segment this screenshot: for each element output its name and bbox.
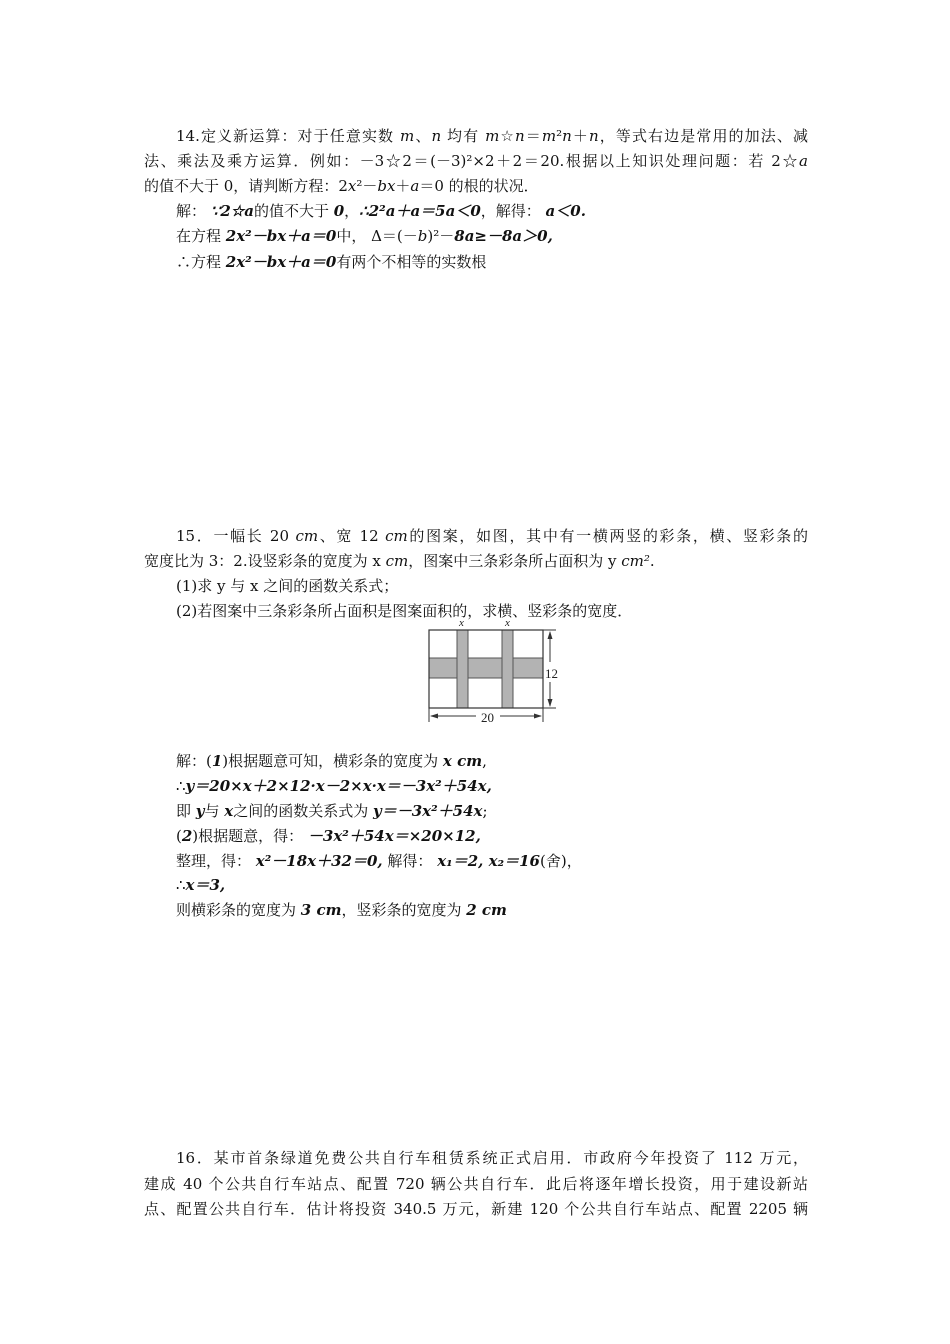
solution-line bbox=[176, 774, 492, 799]
text-run: (2)若图案中三条彩条所占面积是图案面积的，求横、竖彩条的宽度． bbox=[176, 602, 633, 620]
text-run: 14.定义新运算：对于任意实数 bbox=[176, 127, 401, 145]
question-text-line bbox=[144, 1172, 808, 1197]
text-run: x bbox=[224, 802, 234, 820]
text-run: x²－18x＋32＝0, bbox=[255, 852, 383, 870]
text-run: 0 bbox=[333, 202, 345, 220]
text-run: ，竖彩条的宽度为 bbox=[341, 901, 467, 919]
text-run: 、 bbox=[414, 127, 432, 145]
text-run: )根据题意可知，横彩条的宽度为 bbox=[222, 752, 443, 770]
text-run: 2x²－bx＋a＝0 bbox=[225, 253, 337, 271]
text-run: 法、乘法及乘方运算．例如：－3☆2＝(－3)²×2＋2＝20.根据以上知识处理问题：若 2☆ bbox=[144, 152, 800, 170]
text-run: 则横彩条的宽度为 bbox=[176, 901, 301, 919]
text-run: ²－ bbox=[356, 177, 378, 195]
text-run: 均有 bbox=[441, 127, 486, 145]
stripe-width-label: x bbox=[505, 617, 510, 629]
stripe-pattern-figure bbox=[420, 612, 570, 730]
text-run: a bbox=[410, 177, 420, 195]
text-run: ＋ bbox=[571, 127, 589, 145]
text-run: －3x²＋54x＝×20×12, bbox=[307, 827, 481, 845]
text-run: ，图案中三条彩条所占面积为 y bbox=[408, 552, 622, 570]
question-text-line bbox=[144, 1197, 808, 1222]
vertical-stripe-1 bbox=[457, 630, 468, 708]
text-run: ＋ bbox=[395, 177, 411, 195]
text-run: m bbox=[541, 127, 557, 145]
question-text-line bbox=[144, 174, 539, 199]
text-run: x₁＝2, x₂＝16 bbox=[437, 852, 540, 870]
arrowhead-icon bbox=[534, 714, 542, 719]
text-run: ∴2²a＋a＝5a＜0 bbox=[359, 202, 481, 220]
width-label: 20 bbox=[481, 710, 494, 725]
text-run: x cm bbox=[442, 752, 483, 770]
text-run: ＝ bbox=[524, 127, 542, 145]
text-run: 在方程 bbox=[176, 227, 226, 245]
horizontal-stripe bbox=[429, 658, 543, 678]
text-run: 2x²－bx＋a＝0 bbox=[225, 227, 337, 245]
vertical-stripe-2 bbox=[502, 630, 513, 708]
solution-line bbox=[176, 250, 486, 275]
text-run: n bbox=[431, 127, 442, 145]
text-run: bx bbox=[377, 177, 396, 195]
question-text-line bbox=[176, 124, 808, 149]
question-text-line bbox=[144, 149, 808, 174]
text-run: b bbox=[417, 227, 428, 245]
text-run: a＜0. bbox=[545, 202, 586, 220]
sub-question-1 bbox=[176, 574, 398, 599]
height-label: 12 bbox=[545, 666, 558, 681]
text-run: n bbox=[588, 127, 599, 145]
text-run: 2 cm bbox=[466, 901, 507, 919]
text-run: 之间的函数关系式为 bbox=[233, 802, 374, 820]
text-run: y bbox=[195, 802, 205, 820]
text-run: cm bbox=[295, 527, 319, 545]
arrowhead-icon bbox=[548, 631, 553, 639]
text-run: (1)求 y 与 x 之间的函数关系式； bbox=[176, 577, 399, 595]
text-run: 建成 40 个公共自行车站点、配置 720 辆公共自行车．此后将逐年增长投资，用于建设新站 bbox=[144, 1175, 808, 1193]
solution-line bbox=[176, 199, 586, 224]
text-run: 16．某市首条绿道免费公共自行车租赁系统正式启用．市政府今年投资了 112 万元， bbox=[176, 1149, 808, 1167]
text-run: , bbox=[482, 752, 487, 770]
text-run: ( bbox=[176, 827, 182, 845]
solution-line bbox=[176, 898, 507, 923]
text-run: 15．一幅长 20 bbox=[176, 527, 296, 545]
text-run: 3 cm bbox=[300, 901, 342, 919]
text-run: ∴ bbox=[176, 777, 186, 795]
text-run: 解： bbox=[176, 202, 211, 220]
text-run: 宽度比为 3：2.设竖彩条的宽度为 x bbox=[144, 552, 386, 570]
stripe-width-label: x bbox=[459, 617, 464, 629]
text-run: x bbox=[347, 177, 357, 195]
text-run: 与 bbox=[204, 802, 225, 820]
text-run: y＝20×x＋2×12·x－2×x·x＝－3x²＋54x, bbox=[185, 777, 492, 795]
text-run: y＝－3x²＋54x bbox=[373, 802, 483, 820]
text-run: 、宽 12 bbox=[318, 527, 386, 545]
arrowhead-icon bbox=[430, 714, 438, 719]
text-run: . bbox=[649, 552, 655, 570]
question-text-line bbox=[176, 524, 808, 549]
text-run: 整理，得： bbox=[176, 852, 256, 870]
text-run: n bbox=[562, 127, 572, 145]
text-run: n bbox=[514, 127, 525, 145]
text-run: a bbox=[799, 152, 808, 170]
text-run: 的值不大于 bbox=[253, 202, 334, 220]
solution-line bbox=[176, 873, 225, 898]
solution-line bbox=[176, 799, 488, 824]
text-run: 即 bbox=[176, 802, 196, 820]
solution-line bbox=[176, 749, 487, 774]
text-run: )²－ bbox=[427, 227, 455, 245]
text-run: ＝0 的根的状况． bbox=[419, 177, 539, 195]
text-run: ∵2☆a bbox=[210, 202, 254, 220]
text-run: 解：( bbox=[176, 752, 212, 770]
solution-line bbox=[176, 824, 481, 849]
text-run: ，等式右边是常用的加法、减 bbox=[598, 127, 808, 145]
text-run: ，解得： bbox=[480, 202, 546, 220]
text-run: cm bbox=[385, 552, 409, 570]
text-run: ; bbox=[482, 802, 488, 820]
text-run: 的图案，如图，其中有一横两竖的彩条，横、竖彩条的 bbox=[407, 527, 808, 545]
text-run: 点、配置公共自行车．估计将投资 340.5 万元，新建 120 个公共自行车站点、配置 2205 辆 bbox=[144, 1200, 808, 1218]
text-run: cm² bbox=[621, 552, 650, 570]
text-run: 1 bbox=[211, 752, 223, 770]
text-run: 有两个不相等的实数根 bbox=[336, 253, 487, 271]
text-run: cm bbox=[385, 527, 408, 545]
text-run: x＝3, bbox=[185, 876, 226, 894]
text-run: ☆ bbox=[499, 127, 515, 145]
text-run: 的值不大于 0，请判断方程：2 bbox=[144, 177, 348, 195]
solution-line bbox=[176, 224, 553, 249]
text-run: ∴ bbox=[176, 876, 186, 894]
text-run: m bbox=[485, 127, 500, 145]
text-run: 中， Δ＝(－ bbox=[336, 227, 418, 245]
text-run: (舍)， bbox=[539, 852, 582, 870]
text-run: )根据题意，得： bbox=[192, 827, 308, 845]
text-run: ² bbox=[556, 127, 563, 145]
text-run: ∴方程 bbox=[176, 253, 226, 271]
question-text-line bbox=[144, 549, 655, 574]
text-run: 解得： bbox=[382, 852, 438, 870]
text-run: 8a≥－8a＞0, bbox=[454, 227, 553, 245]
text-run: ， bbox=[344, 202, 360, 220]
text-run: 2 bbox=[181, 827, 193, 845]
solution-line bbox=[176, 849, 582, 874]
arrowhead-icon bbox=[548, 699, 553, 707]
text-run: m bbox=[400, 127, 415, 145]
question-text-line bbox=[176, 1146, 808, 1171]
